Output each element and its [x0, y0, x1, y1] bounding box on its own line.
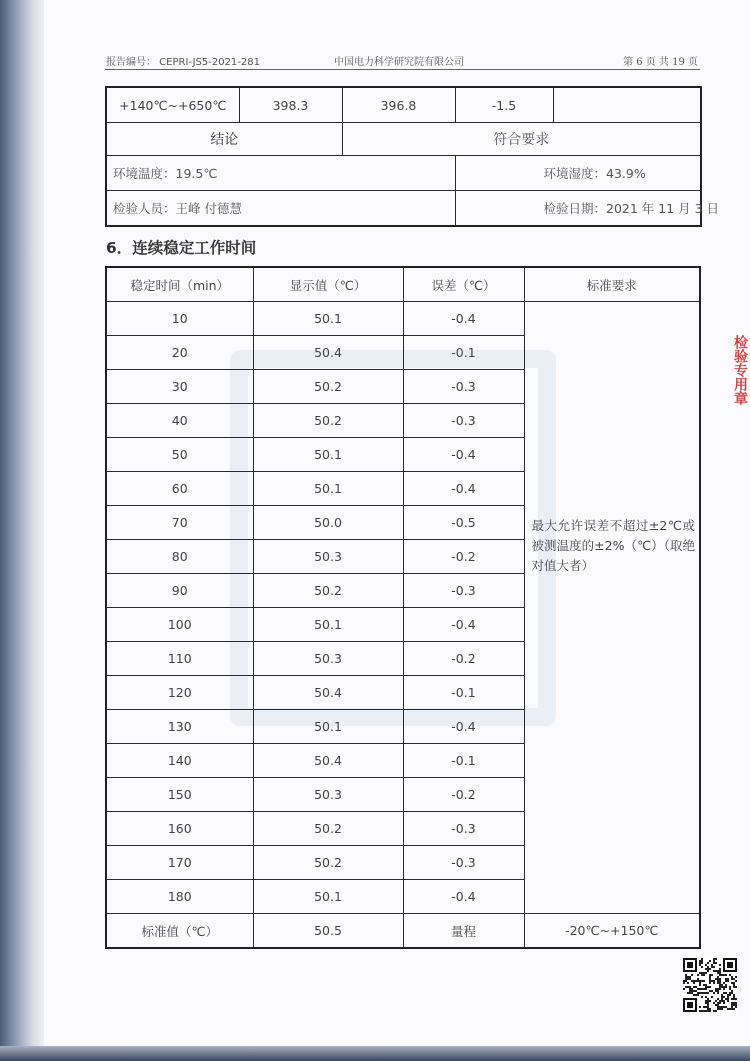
row-error: -0.3 [403, 846, 524, 880]
row-time: 180 [106, 880, 253, 914]
header-divider [105, 69, 700, 70]
ambient-humidity: 环境湿度：43.9% [455, 156, 701, 191]
conclusion-value: 符合要求 [342, 123, 701, 156]
stability-table [105, 266, 701, 949]
row-time: 130 [106, 710, 253, 744]
row-time: 60 [106, 472, 253, 506]
qr-code-icon [683, 958, 737, 1012]
requirement-text: 最大允许误差不超过±2℃或被测温度的±2%（℃）（取绝对值大者） [524, 302, 700, 914]
row-error: -0.2 [403, 642, 524, 676]
standard-value: 50.5 [253, 914, 403, 949]
row-time: 70 [106, 506, 253, 540]
table-row [106, 123, 701, 156]
row-error: -0.2 [403, 778, 524, 812]
conclusion-label: 结论 [106, 123, 342, 156]
row-time: 100 [106, 608, 253, 642]
row-error: -0.4 [403, 438, 524, 472]
footer-row [106, 914, 700, 949]
row-value: 50.2 [253, 404, 403, 438]
row-time: 120 [106, 676, 253, 710]
organization-name: 中国电力科学研究院有限公司 [334, 57, 464, 68]
table-row [106, 87, 701, 123]
empty-cell [553, 87, 701, 123]
range-value: -20℃~+150℃ [524, 914, 700, 949]
row-error: -0.3 [403, 812, 524, 846]
row-value: 50.1 [253, 710, 403, 744]
value-cell: 398.3 [239, 87, 342, 123]
row-error: -0.1 [403, 676, 524, 710]
row-error: -0.1 [403, 744, 524, 778]
row-value: 50.4 [253, 744, 403, 778]
row-value: 50.3 [253, 540, 403, 574]
results-table [105, 86, 720, 227]
row-error: -0.3 [403, 370, 524, 404]
red-stamp-edge: 检验专用章 [732, 335, 748, 405]
row-time: 90 [106, 574, 253, 608]
row-error: -0.3 [403, 574, 524, 608]
row-time: 30 [106, 370, 253, 404]
range-label: 量程 [403, 914, 524, 949]
row-error: -0.4 [403, 880, 524, 914]
section-title: 6．连续稳定工作时间 [106, 239, 257, 257]
row-error: -0.4 [403, 302, 524, 336]
report-number: 报告编号： CEPRI-JS5-2021-281 [106, 57, 260, 68]
row-value: 50.1 [253, 880, 403, 914]
row-error: -0.1 [403, 336, 524, 370]
row-time: 140 [106, 744, 253, 778]
range-cell: +140℃~+650℃ [106, 87, 239, 123]
row-time: 20 [106, 336, 253, 370]
ambient-temperature: 环境温度：19.5℃ [106, 156, 455, 191]
row-time: 170 [106, 846, 253, 880]
inspectors: 检验人员：王峰 付德慧 [106, 191, 455, 227]
row-time: 150 [106, 778, 253, 812]
row-value: 50.2 [253, 846, 403, 880]
row-value: 50.1 [253, 302, 403, 336]
row-error: -0.3 [403, 404, 524, 438]
row-value: 50.2 [253, 370, 403, 404]
row-time: 40 [106, 404, 253, 438]
row-error: -0.4 [403, 608, 524, 642]
page-number: 第 6 页 共 19 页 [623, 57, 698, 68]
value-cell: 396.8 [342, 87, 455, 123]
row-time: 50 [106, 438, 253, 472]
row-time: 10 [106, 302, 253, 336]
row-time: 110 [106, 642, 253, 676]
table-row [106, 302, 700, 336]
book-spine-shadow [0, 0, 44, 1061]
row-value: 50.0 [253, 506, 403, 540]
row-value: 50.4 [253, 336, 403, 370]
row-error: -0.4 [403, 710, 524, 744]
standard-label: 标准值（℃） [106, 914, 253, 949]
row-value: 50.1 [253, 472, 403, 506]
column-header: 稳定时间（min） [106, 267, 253, 302]
header-row [106, 267, 700, 302]
row-error: -0.2 [403, 540, 524, 574]
row-value: 50.3 [253, 778, 403, 812]
page-header [106, 53, 700, 69]
row-time: 160 [106, 812, 253, 846]
column-header: 标准要求 [524, 267, 700, 302]
row-error: -0.5 [403, 506, 524, 540]
column-header: 显示值（℃） [253, 267, 403, 302]
row-time: 80 [106, 540, 253, 574]
row-value: 50.4 [253, 676, 403, 710]
row-value: 50.1 [253, 438, 403, 472]
page-bottom-edge [0, 1046, 750, 1061]
row-error: -0.4 [403, 472, 524, 506]
error-cell: -1.5 [455, 87, 553, 123]
table-row [106, 156, 701, 191]
row-value: 50.1 [253, 608, 403, 642]
inspection-date: 检验日期：2021 年 11 月 3 日 [455, 191, 701, 227]
row-value: 50.2 [253, 812, 403, 846]
row-value: 50.3 [253, 642, 403, 676]
row-value: 50.2 [253, 574, 403, 608]
table-row [106, 191, 701, 227]
column-header: 误差（℃） [403, 267, 524, 302]
